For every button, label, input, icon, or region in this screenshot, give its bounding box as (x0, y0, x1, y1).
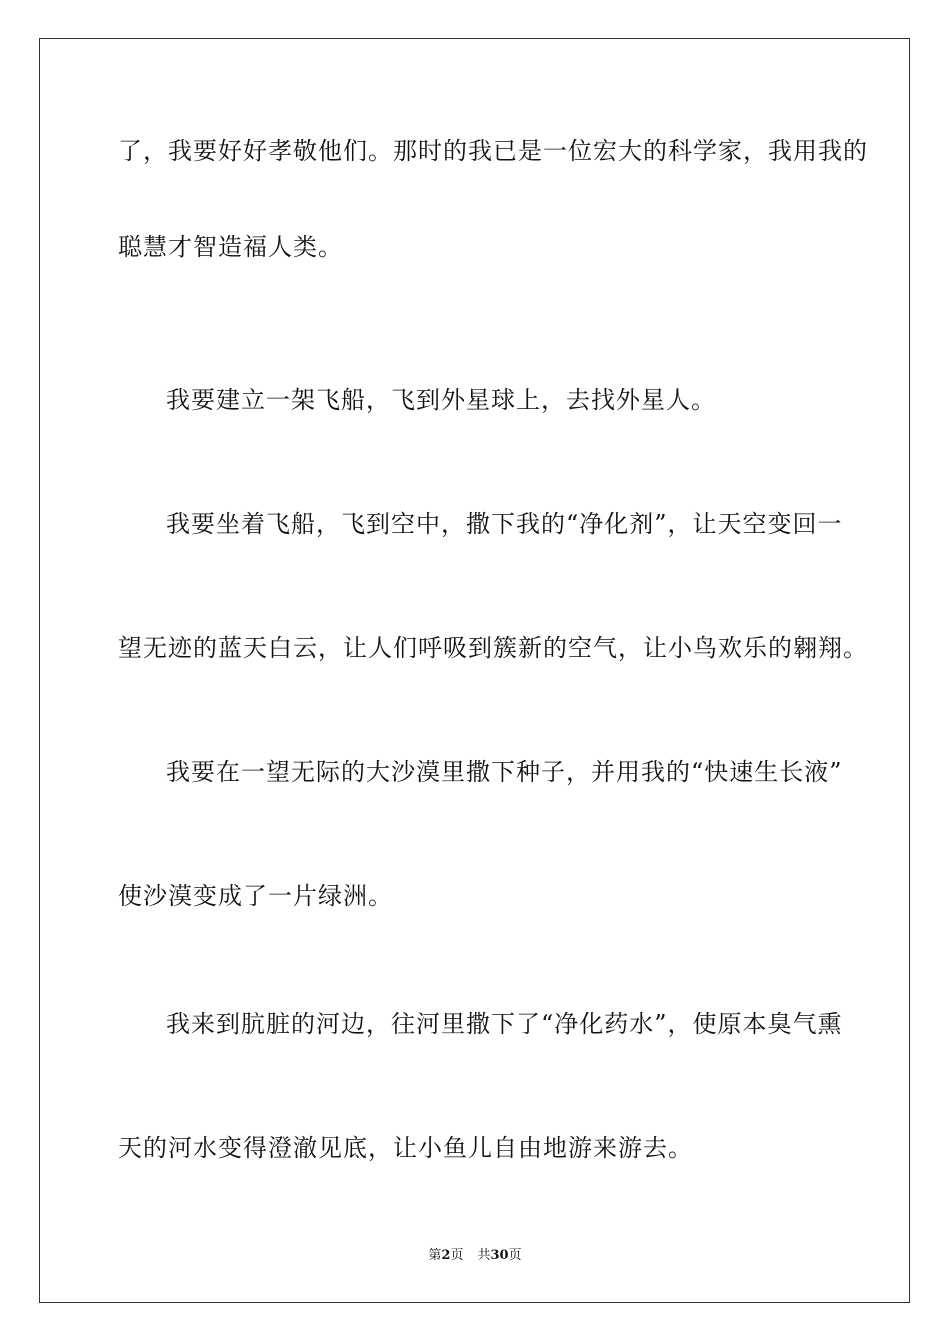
total-prefix: 共 (477, 1248, 491, 1263)
paragraph-5-line-2: 天的河水变得澄澈见底，让小鱼儿自由地游来游去。 (118, 1134, 693, 1162)
paragraph-1-line-1: 了，我要好好孝敬他们。那时的我已是一位宏大的科学家，我用我的 (118, 137, 868, 165)
paragraph-4-line-2: 使沙漠变成了一片绿洲。 (118, 882, 393, 910)
paragraph-3-line-1: 我要坐着飞船，飞到空中，撒下我的“净化剂”，让天空变回一 (166, 510, 843, 538)
paragraph-4-line-1: 我要在一望无际的大沙漠里撒下种子，并用我的“快速生长液” (166, 758, 843, 786)
page-prefix: 第 (428, 1248, 442, 1263)
total-suffix: 页 (508, 1248, 522, 1263)
page-suffix: 页 (450, 1248, 464, 1263)
page-frame (39, 38, 910, 1303)
page-number: 2 (441, 1248, 451, 1263)
paragraph-3-line-2: 望无迹的蓝天白云，让人们呼吸到簇新的空气，让小鸟欢乐的翱翔。 (118, 634, 868, 662)
paragraph-1-line-2: 聪慧才智造福人类。 (118, 233, 343, 261)
total-pages: 30 (490, 1248, 509, 1263)
paragraph-2-line-1: 我要建立一架飞船，飞到外星球上，去找外星人。 (166, 386, 716, 414)
page-footer (0, 1248, 950, 1264)
paragraph-5-line-1: 我来到肮脏的河边，往河里撒下了“净化药水”，使原本臭气熏 (166, 1010, 843, 1038)
